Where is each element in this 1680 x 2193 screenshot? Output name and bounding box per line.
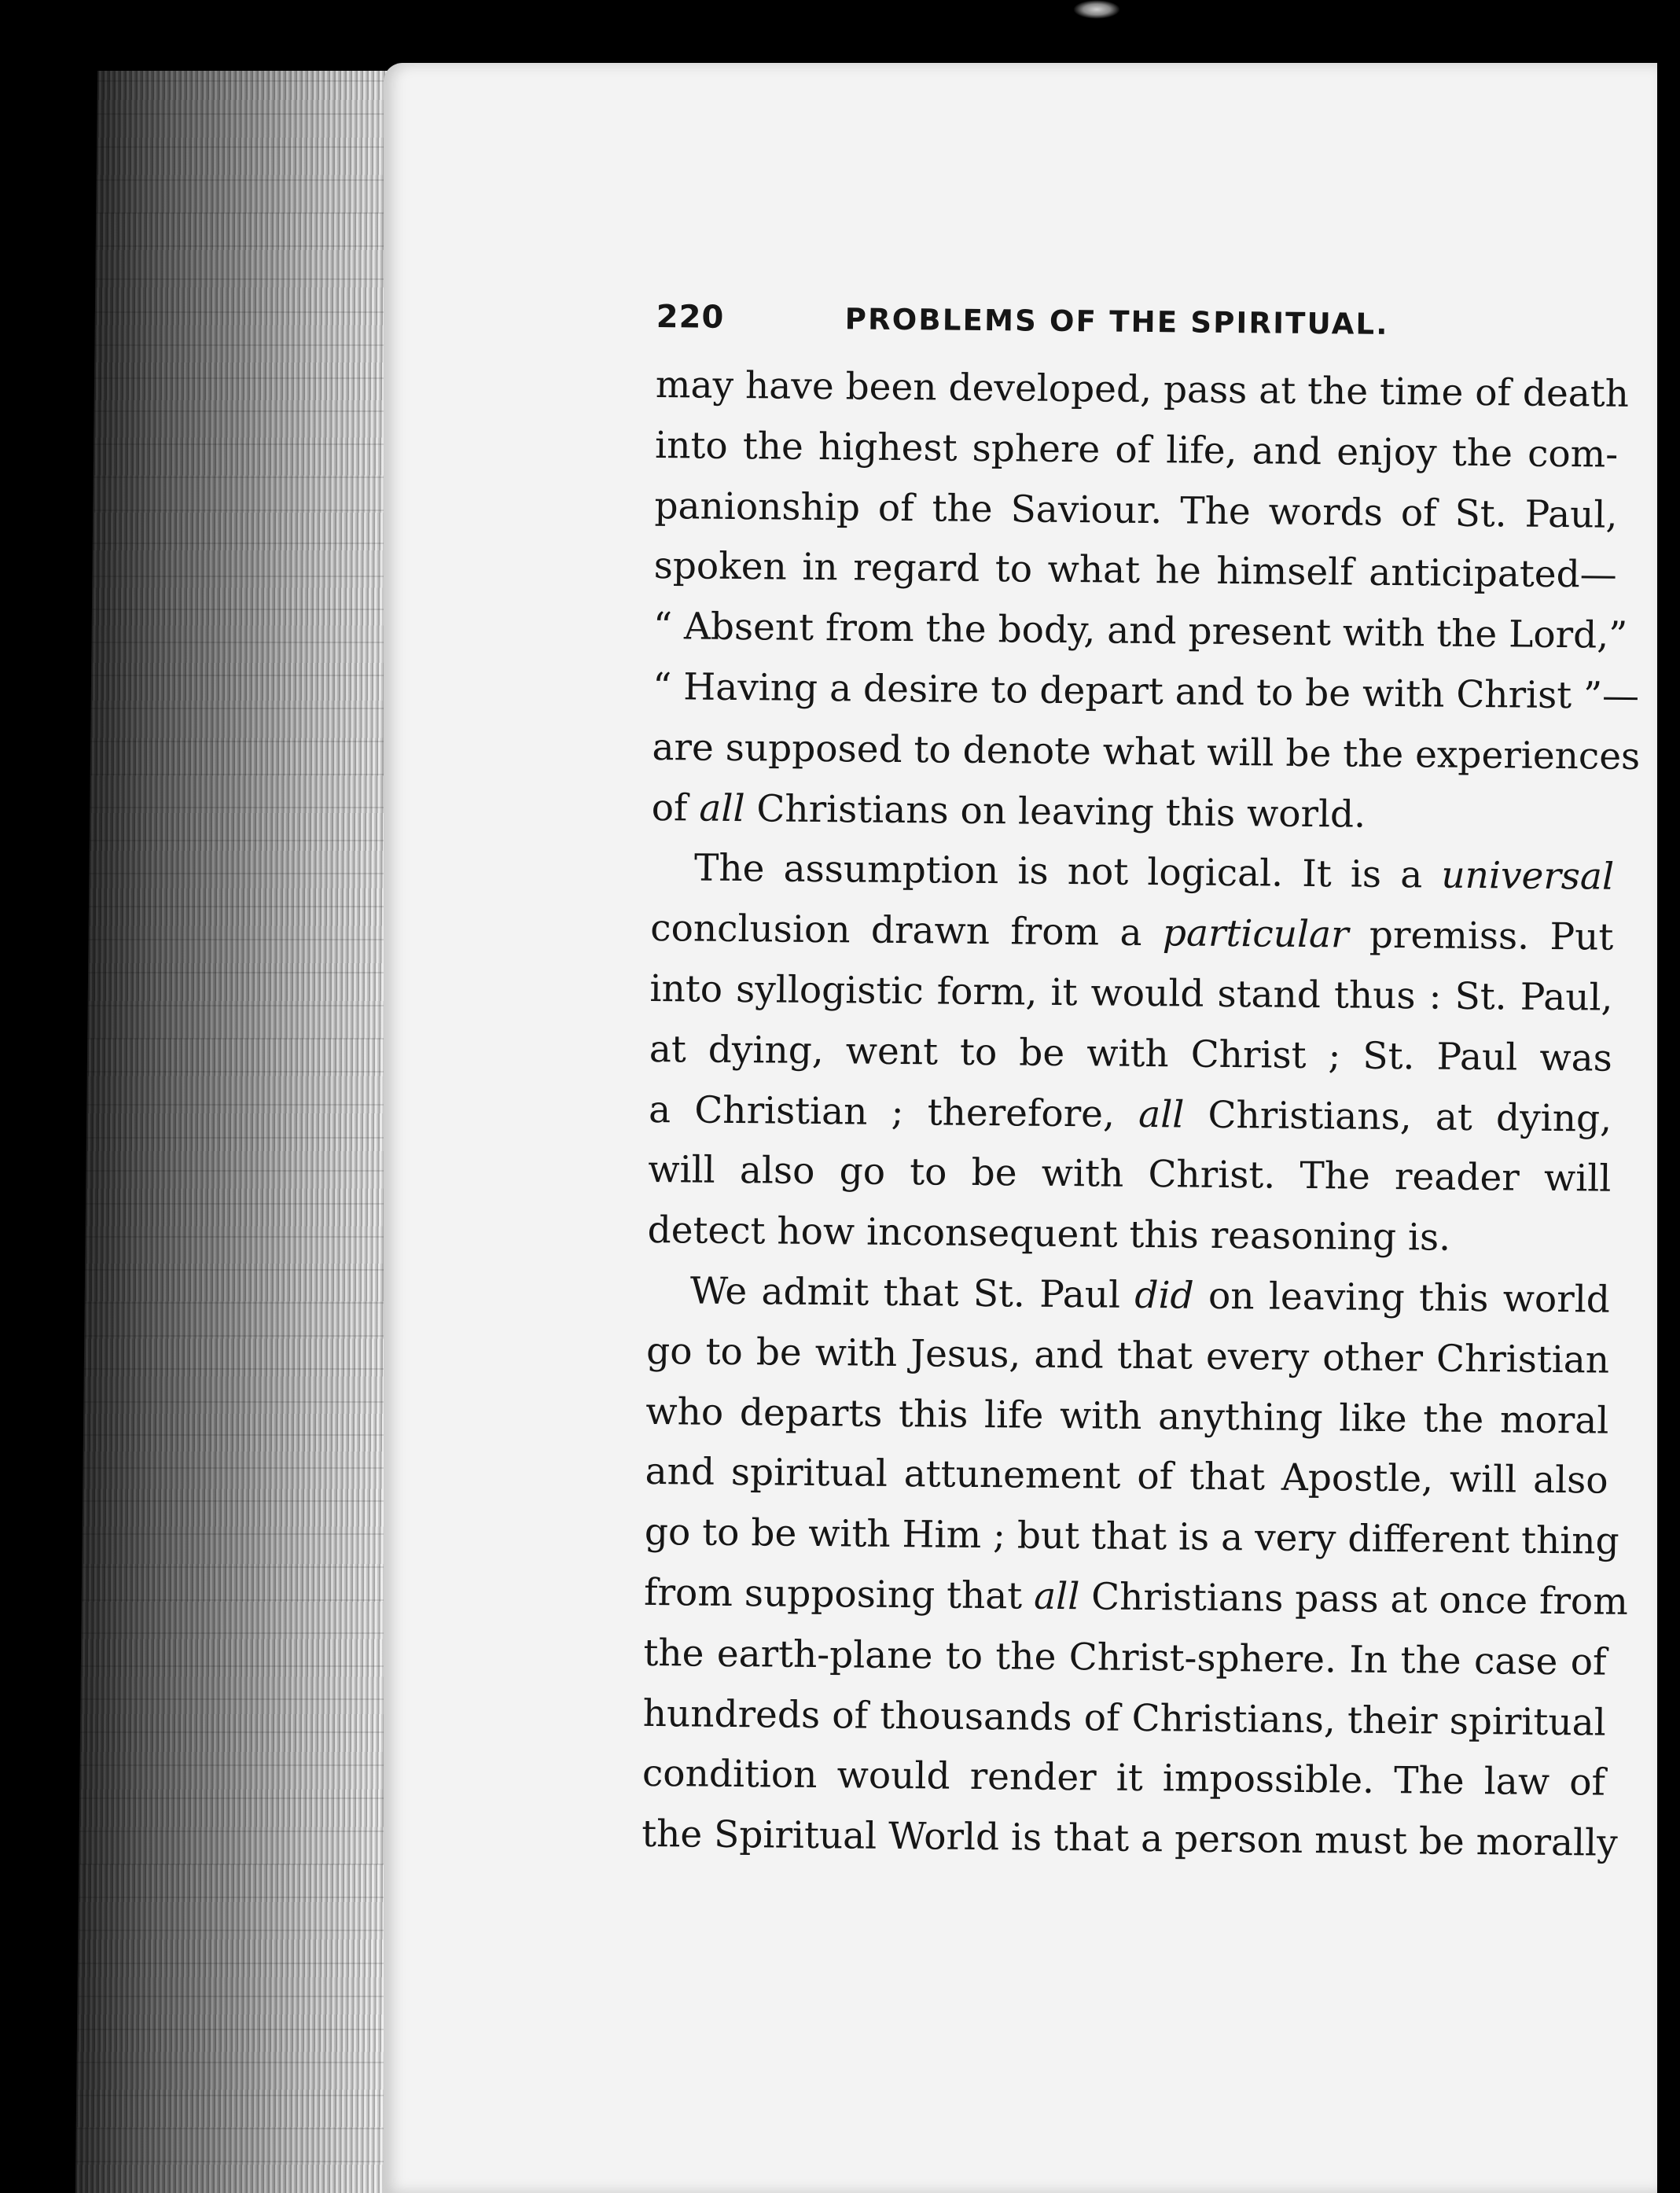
- text-line: [641, 1805, 1618, 1875]
- scan-artifact: [1073, 0, 1120, 19]
- page-edges: [75, 71, 412, 2193]
- text-line: [642, 1683, 1606, 1753]
- text-segment: condition would render it impossible. The law of: [641, 1752, 1606, 1805]
- text-segment: conclusion drawn from a: [650, 907, 1164, 955]
- text-segment: on leaving this world: [1193, 1274, 1611, 1322]
- text-line: [655, 355, 1630, 425]
- text-line: [649, 959, 1613, 1029]
- italic-word: all: [1138, 1092, 1185, 1137]
- text-segment: detect how inconsequent this reasoning is.: [647, 1209, 1451, 1260]
- text-line: [655, 416, 1619, 486]
- text-line: [653, 536, 1617, 606]
- text-segment: go to be with Him ; but that is a very different thing: [644, 1510, 1619, 1563]
- text-segment: go to be with Jesus, and that every other Christian: [645, 1329, 1610, 1382]
- text-segment: of: [651, 786, 700, 830]
- text-line: [647, 1201, 1611, 1271]
- text-segment: and spiritual attunement of that Apostle, will also: [645, 1450, 1608, 1503]
- text-line: [652, 718, 1641, 788]
- text-segment: will also go to be with Christ. The reader will: [648, 1148, 1612, 1201]
- text-segment: spoken in regard to what he himself anticipated—: [653, 544, 1617, 598]
- text-line: [646, 1322, 1610, 1392]
- text-segment: Christians on leaving this world.: [744, 786, 1366, 837]
- text-segment: into syllogistic form, it would stand thus : St. Paul,: [649, 966, 1613, 1020]
- text-line: [645, 1442, 1608, 1512]
- italic-word: universal: [1441, 853, 1615, 900]
- text-line: [647, 1261, 1611, 1331]
- running-title: PROBLEMS OF THE SPIRITUAL.: [844, 302, 1389, 341]
- text-line: [651, 838, 1615, 908]
- text-segment: who departs this life with anything like the moral: [645, 1389, 1609, 1443]
- text-segment: “ Having a desire to depart and to be with Christ ”—: [652, 664, 1640, 719]
- text-line: [652, 657, 1640, 727]
- text-segment: a Christian ; therefore,: [648, 1087, 1139, 1136]
- text-segment: the earth-plane to the Christ-sphere. In the case of: [643, 1631, 1607, 1684]
- body-text: [641, 355, 1641, 1875]
- text-line: [642, 1744, 1606, 1814]
- text-line: [649, 1020, 1612, 1090]
- italic-word: particular: [1162, 911, 1349, 957]
- text-line: [650, 899, 1614, 969]
- text-segment: into the highest sphere of life, and enjoy the com-: [654, 423, 1619, 476]
- text-segment: Christians, at dying,: [1184, 1093, 1612, 1141]
- italic-word: all: [699, 786, 745, 830]
- text-segment: the Spiritual World is that a person must be morally: [641, 1812, 1618, 1865]
- text-segment: are supposed to denote what will be the experiences: [652, 725, 1641, 778]
- text-line: [653, 597, 1628, 667]
- text-segment: at dying, went to be with Christ ; St. Paul was: [649, 1027, 1613, 1080]
- text-segment: Christians pass at once from: [1079, 1575, 1629, 1624]
- text-line: [643, 1624, 1607, 1694]
- page-number: 220: [656, 299, 725, 336]
- text-segment: may have been developed, pass at the time of death: [655, 362, 1630, 416]
- text-line: [645, 1382, 1609, 1452]
- text-segment: “ Absent from the body, and present with the Lord,”: [653, 605, 1628, 658]
- text-line: [648, 1140, 1612, 1210]
- italic-word: all: [1033, 1574, 1080, 1619]
- text-segment: from supposing that: [643, 1570, 1035, 1618]
- text-line: [651, 778, 1615, 848]
- text-segment: We admit that St. Paul: [689, 1269, 1135, 1317]
- text-segment: hundreds of thousands of Christians, their spiritual: [642, 1691, 1606, 1745]
- text-line: [644, 1503, 1619, 1573]
- text-line: [654, 476, 1618, 546]
- text-segment: panionship of the Saviour. The words of St. Paul,: [654, 484, 1618, 537]
- text-line: [643, 1563, 1629, 1633]
- running-head: [656, 299, 1619, 355]
- page-text: [641, 299, 1641, 1875]
- text-segment: premiss. Put: [1348, 913, 1614, 959]
- italic-word: did: [1134, 1273, 1194, 1318]
- text-line: [649, 1080, 1612, 1150]
- text-segment: The assumption is not logical. It is a: [693, 846, 1442, 897]
